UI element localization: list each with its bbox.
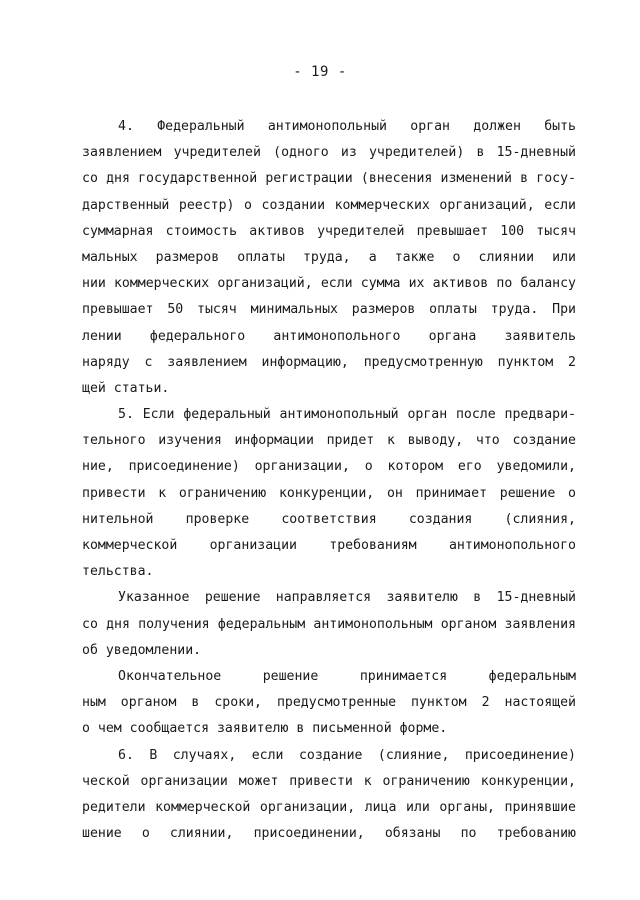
text-line: дарственный реестр) о создании коммерческих организаций, если (82, 197, 576, 213)
text-line: коммерческой организации требованиям антимонопольного (82, 538, 576, 553)
text-line: шение о слиянии, присоединении, обязаны по требованию (82, 826, 576, 842)
text-line: редители коммерческой организации, лица или органы, принявшие (82, 799, 576, 815)
text-line: ческой организации может привести к ограничению конкуренции, (82, 773, 576, 789)
text-line: заявлением учредителей (одного из учредителей) в 15-дневный (82, 145, 576, 161)
text-line: Окончательное решение принимается федеральным (118, 668, 576, 684)
text-line: тельного изучения информации придет к выводу, что создание (82, 433, 576, 449)
text-line: ным органом в сроки, предусмотренные пунктом 2 настоящей (82, 695, 576, 711)
page-number: - 19 - (293, 64, 347, 80)
text-line: превышает 50 тысяч минимальных размеров оплаты труда. При (82, 302, 576, 318)
text-line: 6. В случаях, если создание (слияние, присоединение) (118, 747, 576, 763)
text-line: нии коммерческих организаций, если сумма их активов по балансу (82, 276, 576, 292)
text-line: Указанное решение направляется заявителю в 15-дневный (118, 590, 576, 606)
text-line: 5. Если федеральный антимонопольный орган после предвари- (118, 407, 576, 423)
document-body (82, 114, 576, 847)
text-line: ние, присоединение) организации, о котором его уведомили, (82, 459, 576, 475)
text-line: суммарная стоимость активов учредителей превышает 100 тысяч (82, 223, 576, 239)
text-line: нительной проверке соответствия создания (слияния, (82, 511, 576, 527)
text-line: со дня государственной регистрации (внесения изменений в госу- (82, 171, 576, 187)
text-line: щей статьи. (82, 380, 170, 396)
text-line: со дня получения федеральным антимонопольным органом заявления (82, 616, 576, 632)
text-line: привести к ограничению конкуренции, он принимает решение о (82, 485, 576, 501)
text-line: о чем сообщается заявителю в письменной форме. (82, 721, 448, 737)
text-line: об уведомлении. (82, 642, 202, 658)
text-line: 4. Федеральный антимонопольный орган должен быть (118, 119, 576, 134)
text-line: наряду с заявлением информацию, предусмотренную пунктом 2 (82, 354, 576, 370)
text-line: мальных размеров оплаты труда, а также о слиянии или (82, 249, 576, 265)
text-line: лении федерального антимонопольного органа заявитель (82, 328, 576, 344)
text-line: тельства. (82, 564, 154, 580)
